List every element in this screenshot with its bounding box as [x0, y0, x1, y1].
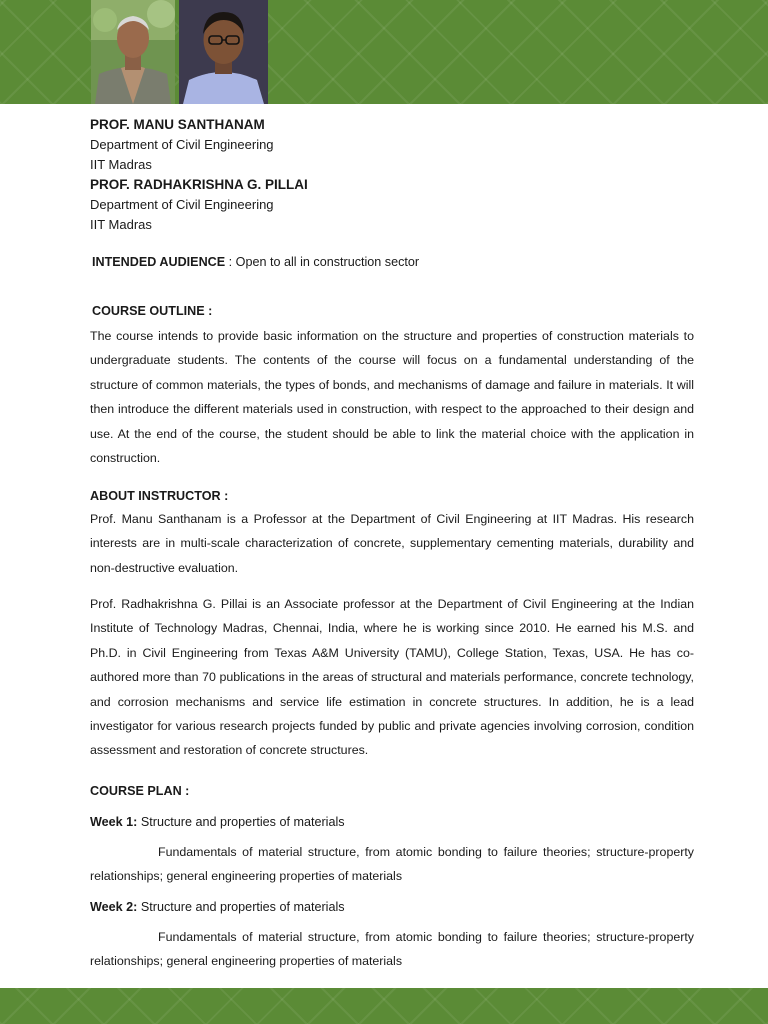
week-2-title	[90, 899, 345, 915]
instructor-2-name: PROF. RADHAKRISHNA G. PILLAI	[90, 177, 308, 192]
about-instructor-heading: ABOUT INSTRUCTOR :	[90, 489, 229, 503]
week-2-detail: Fundamentals of material structure, from atomic bonding to failure theories; structure-property relationships; general engineering properties of materials	[90, 930, 694, 969]
instructor-photo-2	[179, 0, 268, 104]
footer-banner	[0, 988, 768, 1024]
instructor-photo-1	[91, 0, 175, 104]
course-outline-text: The course intends to provide basic information on the structure and properties of construction materials to undergraduate students. The contents of the course will focus on a fundamental understanding of the structure of common materials, the types of bonds, and mechanisms of damage and failure in materials. It will then introduce the different materials used in construction, with respect to the approached to their design and use. At the end of the course, the student should be able to link the material choice with the application in construction.	[90, 329, 694, 466]
week-1-title	[90, 814, 345, 830]
instructor-1-name: PROF. MANU SANTHANAM	[90, 117, 265, 132]
about-instructor-1-text: Prof. Manu Santhanam is a Professor at the Department of Civil Engineering at IIT Madras. His research interests are in multi-scale characterization of concrete, supplementary cementing materials, durability and non-destructive evaluation.	[90, 512, 694, 575]
instructor-2-department: Department of Civil Engineering	[90, 197, 274, 212]
instructor-1-department: Department of Civil Engineering	[90, 137, 274, 152]
intended-audience	[92, 254, 419, 270]
week-1-detail: Fundamentals of material structure, from atomic bonding to failure theories; structure-property relationships; general engineering properties of materials	[90, 845, 694, 884]
about-instructor-2-text: Prof. Radhakrishna G. Pillai is an Associate professor at the Department of Civil Engineering at the Indian Institute of Technology Madras, Chennai, India, where he is working since 2010. He earned his M.S. and Ph.D. in Civil Engineering from Texas A&M University (TAMU), College Station, Texas, USA. He has co-authored more than 70 publications in the areas of structural and materials performance, concrete technology, and corrosion mechanisms and service life estimation in concrete structures. In addition, he is a lead investigator for various research projects funded by public and private agencies involving corrosion, condition assessment and restoration of concrete structures.	[90, 597, 694, 758]
week-2-label: Week 2:	[90, 900, 138, 914]
week-1-label: Week 1:	[90, 815, 138, 829]
week-2-topic: Structure and properties of materials	[137, 900, 345, 914]
course-outline-heading: COURSE OUTLINE :	[92, 304, 213, 318]
intended-audience-label: INTENDED AUDIENCE	[92, 255, 226, 269]
course-plan-heading: COURSE PLAN :	[90, 784, 190, 798]
instructor-1-institute: IIT Madras	[90, 157, 152, 172]
intended-audience-value: : Open to all in construction sector	[225, 255, 420, 269]
instructor-2-institute: IIT Madras	[90, 217, 152, 232]
week-1-topic: Structure and properties of materials	[137, 815, 345, 829]
